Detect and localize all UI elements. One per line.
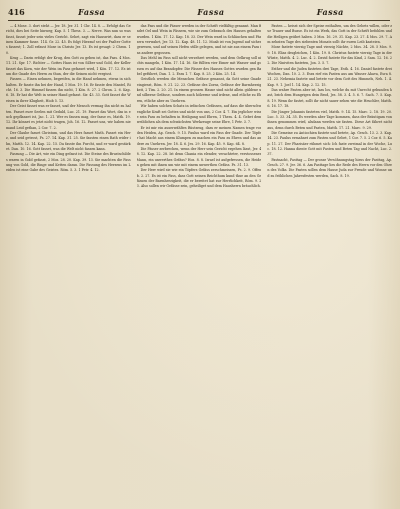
column-heading-center: Fassa — [197, 7, 225, 17]
page-number: 416 — [8, 7, 25, 17]
paragraph: Der Geist fasset was er fasset, und der Mensch vermag ihn nicht zu halten. Fasset eure Seelen mit Geduld, Luc. 21. 19. Fasset das Wort, das in euch gepflanzet ist, Jac. 1. 21. Wer es fassen mag, der fasse es, Matth. 19. 12. Ihr könnet es jetzt nicht tragen, Joh. 16. 12. Fasset uns, wir haben niemand Leid gethan, 2 Cor. 7. 2. — [6, 104, 131, 130]
paragraph: Der Herr wird sie wie ein Töpfers Gefäss zerschmeissen, Ps. 2. 9. Offenb. 2. 27. Es ist ein Fass, dass Gott seinen Reichthum kund thue an den Gefässen der Barmherzigkeit, die er bereitet hat zur Herrlichkeit, Röm. 9. 23. Also sollen wir Gefässe sein, geheiliget und dem Hausherrn bräuchlich. — [136, 168, 262, 189]
paragraph: Krug — Darin erfolgt der Krug, den Gott zu geben ist, das Fass. 4 Mos. 11. 21. Spr. 17. Richter — Gottes Haus ist von Silber und Gold, der Keller fasset das Korn, wie der Wein im Fass gefasset wird, 1 Kön. 17. 12. Es ist um die Gnade des Herrn zu thun, der die Seinen nicht vergisst. — [6, 56, 131, 77]
paragraph: Fasten — heisst sich der Speise enthalten, um des Gebets willen, oder zur Trauer und Busse. Es ist ein Werk, das Gott in der Schrift befohlen und die Heiligen geübet haben. 3 Mos. 16. 29. 31. Kap. 23. 27. 4 Mos. 29. 7. Am zehnten Tage des siebenten Monats sollt ihr euren Leib kasteien. — [267, 24, 392, 45]
paragraph: Fassung — Die Art, wie ein Ding gefasst ist. Die Steine des Brustschildes waren in Gold gefasst, 2 Mos. 28. 20. Kap. 39. 13. Sie machten die Fassung von Gold, die Ringe und Ketten daran. Die Fassung des Herzens im Leiden ist eine Gabe des Geistes. Röm. 5. 3. 1 Petr. 4. 12. — [6, 152, 131, 173]
column-heading-right: Fassa — [316, 7, 344, 17]
paragraph: Esther und die Juden fasteten drei Tage, Esth. 4. 16. Daniel fastete drei Wochen, Dan. 10. 2. 3. Esra rief ein Fasten aus am Wasser Ahava, Esra 8. 21. 23. Nehemia fastete und betete vor dem Gott des Himmels, Neh. 1. 4. Kap. 9. 1. Joel 1. 14. Kap. 2. 12. 15. — [267, 66, 392, 87]
text-column-right — [267, 24, 392, 504]
text-column-center — [137, 24, 262, 504]
paragraph: Fassen — Einen nehmen, begreifen, in die Hand nehmen, etwas in sich halten. Er fasste ihn bei der Hand, 1 Mos. 19. 16. Er fasste den Mantel, Richt. 16. 3. Die Himmel fassen ihn nicht, 1 Kön. 8. 27. 2 Chron. 2. 6. Kap. 6. 18. Er hat die Welt in seiner Hand gefasst. Sir. 43. 33. Gott fasset die Weisen in ihrer Klugheit, Hiob 5. 13. — [6, 77, 131, 103]
running-header — [6, 6, 392, 18]
paragraph: Wir haben solchen Schatz in irdischen Gefässen, auf dass die überschwengliche Kraft sei Gottes und nicht von uns, 2 Cor. 4. 7. Ein jeglicher wisse sein Fass zu behalten in Heiligung und Ehren, 1 Thess. 4. 4. Gebet dem weiblichen als dem schwächsten Werkzeuge seine Ehre, 1 Petr. 3. 7. — [136, 104, 262, 125]
paragraph: Fastnacht, Fasttag — Der grosse Versöhnungstag hiess der Fasttag, Ap. Gesch. 27. 9. Jer. 36. 6. Am Fasttage lies die Rede des Herrn vor den Ohren des Volks. Die Fasten sollen dem Hause Juda zur Freude und Wonne und zu fröhlichen Jahresfesten werden, Sach. 8. 19. — [267, 157, 392, 178]
header-rule — [8, 20, 390, 21]
paragraph: — 4 Mose. 3. dort steht — Jer. 18. Jer. 31. 1 Chr. 14. 8. — Erfolgt das Gericht, dies bei Seite hinweg; Kap. 5. 1 Thess. 3. — Nerve. Was nun so was fasst, fassst jeder sein vieles Gericht. Sehet, sagt ein Hauswirt, dass er seinen Kammer fasse. 114. Gr. 22. 45. Es folgt Hierauf sei der Psalter Gottes fassest; 1. Zoll erfasst Mose in Christo Jer. 13. Es ist gesagt: 2 Chron. 10. — [6, 24, 131, 55]
paragraph: Das wahre Fasten aber ist, lass los, welche du mit Unrecht gebunden hast, brich dem Hungrigen dein Brod, Jes. 58. 3. 4. 5. 6. 7. Sach. 7. 5. Kap. 8. 19. Wenn ihr fastet, sollt ihr nicht sauer sehen wie die Heuchler, Matth. 6. 16. 17. 18. — [267, 88, 392, 109]
text-columns — [6, 24, 392, 504]
paragraph: Die Jünger Johannis fasteten viel, Matth. 9. 14. 15. Marc. 2. 18. 19. 20. Luc. 5. 33. 34. 35. Es werden aber Tage kommen, dass der Bräutigam von ihnen genommen wird, alsdann werden sie fasten. Diese Art fähret nicht aus, denn durch Beten und Fasten, Matth. 17. 21. Marc. 9. 29. — [267, 109, 392, 130]
paragraph: Das Mehl im Fass soll nicht verzehret werden, und dem Oelkrug soll nichts mangeln, 1 Kön. 17. 14. 16. Sie füllten vier Eimer mit Wasser und gossen es auf das Brandopfer. Die Fässer des Hauses Gottes wurden gen Babel geführet, Dan. 1. 2. Esra 1. 7. Kap. 8. 25. 2 Kön. 25. 14. — [136, 56, 262, 77]
text-column-left — [6, 24, 131, 504]
paragraph: das Fass und die Fässer werden in der Schrift vielfältig genannt. Man findet Oel und Wein in Fässern, wie sie zum Gebrauch des Hauses gehalten wurden. 1 Kön. 17. 12. Kap. 18. 33. Der Wein ward in Schläuchen und Fässern verwahrt, Jer. 13. 12. Kap. 48. 11. 12. Moab ist von Jugend auf sicher gewesen, und auf seinen Hefen stille gelegen, und ist nie aus einem Fass ins andere gegossen. — [136, 24, 262, 55]
paragraph: Er ist mir ein auserwähltes Rüstzeug, dass er meinen Namen trage vor den Heiden, Ap. Gesch. 9. 15. Paulus ward ein Fass der Gnade. Der Töpfer hat Macht aus einem Klumpen zu machen ein Fass zu Ehren und das andere zu Unehren. Jer. 18. 4. 6. Jes. 29. 16. Kap. 45. 9. Kap. 64. 8. — [136, 125, 262, 146]
paragraph: Die Fässer zerbrechen, wenn der Herr sein Gericht ergehen lässt, Jer. 48. 12. Kap. 22. 28. Ist denn Chania ein elender, verachteter, verstossener Mann, ein unwerthes Gefäss? Hos. 8. 8. Israel ist aufgefressen, die Heiden gehen mit ihnen um wie mit einem unwerthen Gefäss. Ps. 31. 13. — [136, 146, 262, 167]
column-heading-left: Fassa — [78, 7, 106, 17]
paragraph: Geistlich werden die Menschen Gefässe genannt, da Gott seine Gnade eingiesst, Röm. 9. 21. 22. 23. Gefässe des Zorns, Gefässe der Barmherzigkeit, 2 Tim. 2. 20. 21. In einem grossen Hause sind nicht allein güldene und silberne Gefässe, sondern auch hölzerne und irdene, und etliche zu Ehren, etliche aber zu Unehren. — [136, 77, 262, 103]
paragraph: Die Gemeine zu Antiochien fastete und betete, Ap. Gesch. 13. 2. 3. Kap. 14. 23. Paulus ermahnet zum Fasten und Gebet, 1 Cor. 7. 5. 2 Cor. 6. 5. Kap. 11. 27. Der Pharisäer rühmet sich: Ich faste zweimal in der Woche, Luc. 18. 12. Hanna diente Gott mit Fasten und Beten Tag und Nacht, Luc. 2. 37. — [267, 130, 392, 157]
paragraph: Mose fastete vierzig Tage und vierzig Nächte, 2 Mos. 34. 28. 5 Mos. 9. 9. 18. Elias desgleichen, 1 Kön. 19. 8. Christus fastete vierzig Tage in der Wüste, Matth. 4. 2. Luc. 4. 2. David fastete für das Kind, 2 Sam. 12. 16. 22. Die Niniviten fasteten, Jon. 3. 5. 7. — [267, 45, 392, 66]
paragraph: Der Glaube fasset Christum, und das Herz fasset Muth. Fasset ein Herz, und seid getrost, Ps. 27. 14. Kap. 31. 25. Sie fassten einen Rath wider ihn, Matth. 12. 14. Kap. 22. 15. Da fasste ihn Furcht, und er ward gestärket. Dan. 10. 16. Gott fasset, was die Welt nicht fassen kann. — [6, 130, 131, 151]
